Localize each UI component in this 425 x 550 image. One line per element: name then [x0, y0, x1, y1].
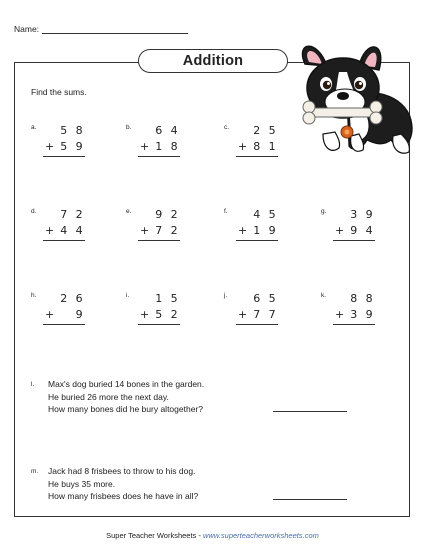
addition-problem — [126, 124, 208, 164]
top-number: 1 5 — [155, 292, 180, 305]
bottom-number: 4 4 — [60, 224, 85, 237]
answer-line-m[interactable] — [273, 499, 347, 500]
bottom-number: 7 2 — [155, 224, 180, 237]
top-number: 7 2 — [60, 208, 85, 221]
addition-problem — [126, 208, 208, 248]
sum-line — [43, 240, 85, 241]
sum-line — [138, 324, 180, 325]
top-number: 6 5 — [253, 292, 278, 305]
addition-problem — [224, 292, 306, 332]
word-problem-line: How many bones did he bury altogether? — [48, 404, 203, 414]
addition-problem — [321, 208, 403, 248]
sum-line — [43, 156, 85, 157]
plus-sign: + — [45, 224, 55, 237]
bottom-number: 1 8 — [155, 140, 180, 153]
top-number: 6 4 — [155, 124, 180, 137]
sum-line — [138, 156, 180, 157]
bottom-number: 9 — [75, 308, 85, 321]
addition-problem — [126, 292, 208, 332]
instructions: Find the sums. — [31, 87, 87, 97]
problem-label: d. — [31, 208, 37, 215]
word-problem-line: He buried 26 more the next day. — [48, 391, 169, 402]
footer — [0, 531, 425, 540]
top-number: 9 2 — [155, 208, 180, 221]
top-number: 2 5 — [253, 124, 278, 137]
answer-line-l[interactable] — [273, 411, 347, 412]
problem-label: a. — [31, 124, 37, 131]
top-number: 4 5 — [253, 208, 278, 221]
top-number: 3 9 — [350, 208, 375, 221]
addition-problem — [31, 292, 113, 332]
plus-sign: + — [140, 140, 150, 153]
top-number: 5 8 — [60, 124, 85, 137]
plus-sign: + — [238, 308, 248, 321]
problem-label: e. — [126, 208, 132, 215]
name-row — [14, 24, 188, 34]
sum-line — [236, 240, 278, 241]
bottom-number: 8 1 — [253, 140, 278, 153]
page-title: Addition — [138, 49, 288, 73]
addition-problem — [31, 208, 113, 248]
sum-line — [138, 240, 180, 241]
word-problem-label: m. — [31, 468, 39, 475]
dog-illustration — [287, 36, 419, 166]
plus-sign: + — [335, 308, 345, 321]
plus-sign: + — [45, 140, 55, 153]
plus-sign: + — [140, 308, 150, 321]
sum-line — [236, 156, 278, 157]
word-problem-line: Jack had 8 frisbees to throw to his dog. — [48, 466, 196, 476]
problem-label: g. — [321, 208, 327, 215]
bottom-number: 5 9 — [60, 140, 85, 153]
word-problem-line: Max's dog buried 14 bones in the garden. — [48, 379, 205, 389]
problem-label: k. — [321, 292, 327, 299]
word-problem-label: l. — [31, 381, 35, 388]
problem-label: h. — [31, 292, 37, 299]
problem-label: f. — [224, 208, 228, 215]
footer-separator: - — [196, 531, 203, 540]
plus-sign: + — [45, 308, 55, 321]
bottom-number: 9 4 — [350, 224, 375, 237]
bottom-number: 7 7 — [253, 308, 278, 321]
bottom-number: 1 9 — [253, 224, 278, 237]
word-problem-line: How many frisbees does he have in all? — [48, 491, 199, 501]
name-label: Name: — [14, 24, 40, 34]
problem-label: j. — [224, 292, 228, 299]
problem-label: c. — [224, 124, 230, 131]
sum-line — [333, 324, 375, 325]
footer-brand: Super Teacher Worksheets — [106, 531, 197, 540]
bottom-number: 5 2 — [155, 308, 180, 321]
addition-problem — [224, 208, 306, 248]
plus-sign: + — [238, 224, 248, 237]
sum-line — [236, 324, 278, 325]
footer-url[interactable]: www.superteacherworksheets.com — [202, 531, 319, 540]
bottom-number: 3 9 — [350, 308, 375, 321]
plus-sign: + — [238, 140, 248, 153]
plus-sign: + — [140, 224, 150, 237]
problem-label: b. — [126, 124, 132, 131]
top-number: 2 6 — [60, 292, 85, 305]
plus-sign: + — [335, 224, 345, 237]
addition-problem — [321, 292, 403, 332]
addition-problem — [31, 124, 113, 164]
top-number: 8 8 — [350, 292, 375, 305]
sum-line — [333, 240, 375, 241]
name-field[interactable] — [42, 25, 188, 34]
word-problem-line: He buys 35 more. — [48, 478, 116, 489]
sum-line — [43, 324, 85, 325]
problem-label: i. — [126, 292, 130, 299]
